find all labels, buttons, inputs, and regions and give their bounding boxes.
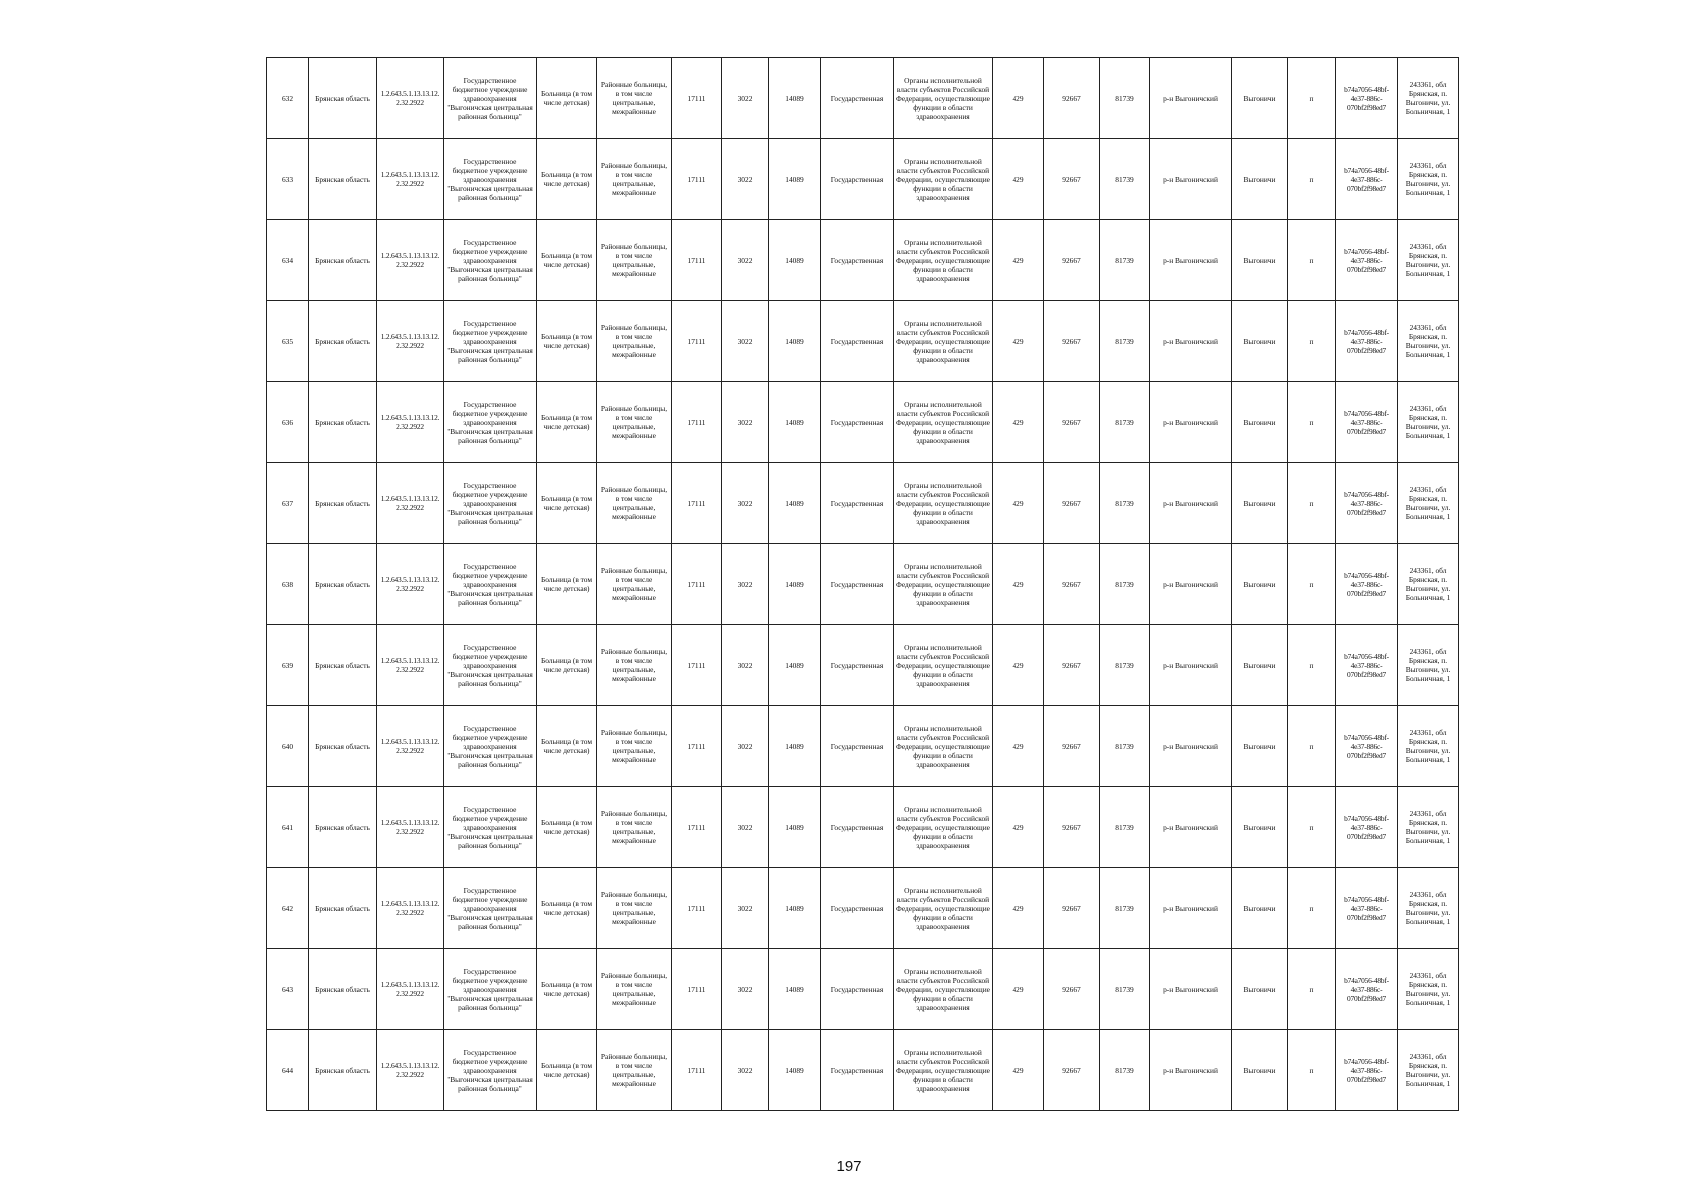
oid-code-cell: 1.2.643.5.1.13.13.12.2.32.2922 — [377, 58, 444, 139]
code-3-cell: 14089 — [769, 220, 821, 301]
code-5-cell: 92667 — [1044, 787, 1100, 868]
district-cell: р-н Выгоничский — [1150, 1030, 1232, 1111]
address-cell: 243361, обл Брянская, п. Выгоничи, ул. Больничная, 1 — [1398, 1030, 1459, 1111]
code-5-cell: 92667 — [1044, 625, 1100, 706]
organization-name-cell: Государственное бюджетное учреждение здравоохранения "Выгоничская центральная районная больница" — [444, 139, 537, 220]
locality-type-cell: п — [1288, 868, 1336, 949]
code-2-cell: 3022 — [722, 58, 769, 139]
locality-cell: Выгоничи — [1232, 301, 1288, 382]
code-4-cell: 429 — [993, 139, 1044, 220]
region-cell: Брянская область — [309, 58, 377, 139]
guid-cell: b74a7056-48bf-4e37-886c-070bf2f98ed7 — [1336, 58, 1398, 139]
locality-type-cell: п — [1288, 220, 1336, 301]
facility-subtype-cell: Районные больницы, в том числе центральные, межрайонные — [597, 139, 672, 220]
code-3-cell: 14089 — [769, 139, 821, 220]
organization-name-cell: Государственное бюджетное учреждение здравоохранения "Выгоничская центральная районная больница" — [444, 58, 537, 139]
ownership-cell: Государственная — [821, 220, 894, 301]
table-row — [267, 544, 1459, 625]
row-number: 640 — [267, 706, 309, 787]
row-number: 641 — [267, 787, 309, 868]
locality-cell: Выгоничи — [1232, 706, 1288, 787]
locality-cell: Выгоничи — [1232, 625, 1288, 706]
organization-name-cell: Государственное бюджетное учреждение здравоохранения "Выгоничская центральная районная больница" — [444, 868, 537, 949]
address-cell: 243361, обл Брянская, п. Выгоничи, ул. Больничная, 1 — [1398, 139, 1459, 220]
row-number: 644 — [267, 1030, 309, 1111]
oid-code-cell: 1.2.643.5.1.13.13.12.2.32.2922 — [377, 301, 444, 382]
district-cell: р-н Выгоничский — [1150, 139, 1232, 220]
locality-cell: Выгоничи — [1232, 463, 1288, 544]
ownership-cell: Государственная — [821, 139, 894, 220]
region-cell: Брянская область — [309, 625, 377, 706]
table-row — [267, 58, 1459, 139]
guid-cell: b74a7056-48bf-4e37-886c-070bf2f98ed7 — [1336, 301, 1398, 382]
code-5-cell: 92667 — [1044, 949, 1100, 1030]
facility-subtype-cell: Районные больницы, в том числе центральные, межрайонные — [597, 868, 672, 949]
code-3-cell: 14089 — [769, 868, 821, 949]
authority-cell: Органы исполнительной власти субъектов Российской Федерации, осуществляющие функции в области здравоохранения — [894, 301, 993, 382]
address-cell: 243361, обл Брянская, п. Выгоничи, ул. Больничная, 1 — [1398, 301, 1459, 382]
ownership-cell: Государственная — [821, 382, 894, 463]
oid-code-cell: 1.2.643.5.1.13.13.12.2.32.2922 — [377, 787, 444, 868]
oid-code-cell: 1.2.643.5.1.13.13.12.2.32.2922 — [377, 1030, 444, 1111]
guid-cell: b74a7056-48bf-4e37-886c-070bf2f98ed7 — [1336, 706, 1398, 787]
code-5-cell: 92667 — [1044, 382, 1100, 463]
organization-name-cell: Государственное бюджетное учреждение здравоохранения "Выгоничская центральная районная больница" — [444, 949, 537, 1030]
code-5-cell: 92667 — [1044, 868, 1100, 949]
facility-subtype-cell: Районные больницы, в том числе центральные, межрайонные — [597, 463, 672, 544]
code-3-cell: 14089 — [769, 949, 821, 1030]
locality-cell: Выгоничи — [1232, 787, 1288, 868]
locality-type-cell: п — [1288, 706, 1336, 787]
district-cell: р-н Выгоничский — [1150, 868, 1232, 949]
code-2-cell: 3022 — [722, 220, 769, 301]
ownership-cell: Государственная — [821, 868, 894, 949]
locality-type-cell: п — [1288, 787, 1336, 868]
address-cell: 243361, обл Брянская, п. Выгоничи, ул. Больничная, 1 — [1398, 58, 1459, 139]
row-number: 634 — [267, 220, 309, 301]
locality-cell: Выгоничи — [1232, 868, 1288, 949]
locality-type-cell: п — [1288, 949, 1336, 1030]
code-2-cell: 3022 — [722, 301, 769, 382]
organization-name-cell: Государственное бюджетное учреждение здравоохранения "Выгоничская центральная районная больница" — [444, 463, 537, 544]
guid-cell: b74a7056-48bf-4e37-886c-070bf2f98ed7 — [1336, 139, 1398, 220]
authority-cell: Органы исполнительной власти субъектов Российской Федерации, осуществляющие функции в области здравоохранения — [894, 463, 993, 544]
code-2-cell: 3022 — [722, 868, 769, 949]
locality-type-cell: п — [1288, 544, 1336, 625]
facility-type-cell: Больница (в том числе детская) — [537, 382, 597, 463]
facility-subtype-cell: Районные больницы, в том числе центральные, межрайонные — [597, 544, 672, 625]
code-2-cell: 3022 — [722, 139, 769, 220]
district-cell: р-н Выгоничский — [1150, 544, 1232, 625]
code-6-cell: 81739 — [1100, 706, 1150, 787]
authority-cell: Органы исполнительной власти субъектов Российской Федерации, осуществляющие функции в области здравоохранения — [894, 706, 993, 787]
code-1-cell: 17111 — [672, 139, 722, 220]
code-3-cell: 14089 — [769, 1030, 821, 1111]
row-number: 635 — [267, 301, 309, 382]
facility-type-cell: Больница (в том числе детская) — [537, 58, 597, 139]
row-number: 632 — [267, 58, 309, 139]
region-cell: Брянская область — [309, 382, 377, 463]
code-1-cell: 17111 — [672, 787, 722, 868]
guid-cell: b74a7056-48bf-4e37-886c-070bf2f98ed7 — [1336, 382, 1398, 463]
oid-code-cell: 1.2.643.5.1.13.13.12.2.32.2922 — [377, 625, 444, 706]
oid-code-cell: 1.2.643.5.1.13.13.12.2.32.2922 — [377, 382, 444, 463]
region-cell: Брянская область — [309, 139, 377, 220]
registry-rows — [267, 58, 1459, 1111]
facility-type-cell: Больница (в том числе детская) — [537, 1030, 597, 1111]
address-cell: 243361, обл Брянская, п. Выгоничи, ул. Больничная, 1 — [1398, 949, 1459, 1030]
district-cell: р-н Выгоничский — [1150, 706, 1232, 787]
address-cell: 243361, обл Брянская, п. Выгоничи, ул. Больничная, 1 — [1398, 625, 1459, 706]
guid-cell: b74a7056-48bf-4e37-886c-070bf2f98ed7 — [1336, 787, 1398, 868]
table-row — [267, 868, 1459, 949]
authority-cell: Органы исполнительной власти субъектов Российской Федерации, осуществляющие функции в области здравоохранения — [894, 949, 993, 1030]
address-cell: 243361, обл Брянская, п. Выгоничи, ул. Больничная, 1 — [1398, 544, 1459, 625]
authority-cell: Органы исполнительной власти субъектов Российской Федерации, осуществляющие функции в области здравоохранения — [894, 382, 993, 463]
code-5-cell: 92667 — [1044, 463, 1100, 544]
region-cell: Брянская область — [309, 463, 377, 544]
table-row — [267, 220, 1459, 301]
authority-cell: Органы исполнительной власти субъектов Российской Федерации, осуществляющие функции в области здравоохранения — [894, 625, 993, 706]
code-6-cell: 81739 — [1100, 625, 1150, 706]
code-6-cell: 81739 — [1100, 301, 1150, 382]
code-5-cell: 92667 — [1044, 706, 1100, 787]
facility-type-cell: Больница (в том числе детская) — [537, 220, 597, 301]
code-4-cell: 429 — [993, 787, 1044, 868]
locality-type-cell: п — [1288, 1030, 1336, 1111]
authority-cell: Органы исполнительной власти субъектов Российской Федерации, осуществляющие функции в области здравоохранения — [894, 220, 993, 301]
code-4-cell: 429 — [993, 625, 1044, 706]
region-cell: Брянская область — [309, 301, 377, 382]
table-row — [267, 787, 1459, 868]
guid-cell: b74a7056-48bf-4e37-886c-070bf2f98ed7 — [1336, 544, 1398, 625]
ownership-cell: Государственная — [821, 1030, 894, 1111]
table-row — [267, 463, 1459, 544]
region-cell: Брянская область — [309, 1030, 377, 1111]
ownership-cell: Государственная — [821, 58, 894, 139]
code-4-cell: 429 — [993, 463, 1044, 544]
code-3-cell: 14089 — [769, 382, 821, 463]
organization-name-cell: Государственное бюджетное учреждение здравоохранения "Выгоничская центральная районная больница" — [444, 787, 537, 868]
row-number: 638 — [267, 544, 309, 625]
code-3-cell: 14089 — [769, 58, 821, 139]
district-cell: р-н Выгоничский — [1150, 301, 1232, 382]
facility-subtype-cell: Районные больницы, в том числе центральные, межрайонные — [597, 706, 672, 787]
address-cell: 243361, обл Брянская, п. Выгоничи, ул. Больничная, 1 — [1398, 382, 1459, 463]
ownership-cell: Государственная — [821, 301, 894, 382]
guid-cell: b74a7056-48bf-4e37-886c-070bf2f98ed7 — [1336, 868, 1398, 949]
locality-type-cell: п — [1288, 463, 1336, 544]
facility-type-cell: Больница (в том числе детская) — [537, 625, 597, 706]
organization-name-cell: Государственное бюджетное учреждение здравоохранения "Выгоничская центральная районная больница" — [444, 706, 537, 787]
code-5-cell: 92667 — [1044, 1030, 1100, 1111]
organization-name-cell: Государственное бюджетное учреждение здравоохранения "Выгоничская центральная районная больница" — [444, 301, 537, 382]
facility-type-cell: Больница (в том числе детская) — [537, 949, 597, 1030]
code-2-cell: 3022 — [722, 544, 769, 625]
locality-type-cell: п — [1288, 625, 1336, 706]
code-3-cell: 14089 — [769, 787, 821, 868]
organization-name-cell: Государственное бюджетное учреждение здравоохранения "Выгоничская центральная районная больница" — [444, 382, 537, 463]
guid-cell: b74a7056-48bf-4e37-886c-070bf2f98ed7 — [1336, 463, 1398, 544]
facility-subtype-cell: Районные больницы, в том числе центральные, межрайонные — [597, 949, 672, 1030]
code-6-cell: 81739 — [1100, 544, 1150, 625]
code-2-cell: 3022 — [722, 787, 769, 868]
locality-cell: Выгоничи — [1232, 58, 1288, 139]
region-cell: Брянская область — [309, 949, 377, 1030]
address-cell: 243361, обл Брянская, п. Выгоничи, ул. Больничная, 1 — [1398, 787, 1459, 868]
guid-cell: b74a7056-48bf-4e37-886c-070bf2f98ed7 — [1336, 220, 1398, 301]
code-5-cell: 92667 — [1044, 301, 1100, 382]
code-6-cell: 81739 — [1100, 868, 1150, 949]
locality-cell: Выгоничи — [1232, 1030, 1288, 1111]
code-4-cell: 429 — [993, 1030, 1044, 1111]
address-cell: 243361, обл Брянская, п. Выгоничи, ул. Больничная, 1 — [1398, 868, 1459, 949]
ownership-cell: Государственная — [821, 787, 894, 868]
address-cell: 243361, обл Брянская, п. Выгоничи, ул. Больничная, 1 — [1398, 220, 1459, 301]
registry-table — [266, 57, 1459, 1111]
authority-cell: Органы исполнительной власти субъектов Российской Федерации, осуществляющие функции в области здравоохранения — [894, 1030, 993, 1111]
code-4-cell: 429 — [993, 382, 1044, 463]
guid-cell: b74a7056-48bf-4e37-886c-070bf2f98ed7 — [1336, 625, 1398, 706]
region-cell: Брянская область — [309, 706, 377, 787]
locality-cell: Выгоничи — [1232, 544, 1288, 625]
facility-subtype-cell: Районные больницы, в том числе центральные, межрайонные — [597, 625, 672, 706]
registry-sheet — [266, 57, 1459, 1111]
code-6-cell: 81739 — [1100, 787, 1150, 868]
facility-subtype-cell: Районные больницы, в том числе центральные, межрайонные — [597, 220, 672, 301]
region-cell: Брянская область — [309, 544, 377, 625]
district-cell: р-н Выгоничский — [1150, 625, 1232, 706]
oid-code-cell: 1.2.643.5.1.13.13.12.2.32.2922 — [377, 544, 444, 625]
facility-type-cell: Больница (в том числе детская) — [537, 706, 597, 787]
code-1-cell: 17111 — [672, 544, 722, 625]
oid-code-cell: 1.2.643.5.1.13.13.12.2.32.2922 — [377, 220, 444, 301]
code-6-cell: 81739 — [1100, 382, 1150, 463]
row-number: 637 — [267, 463, 309, 544]
code-3-cell: 14089 — [769, 301, 821, 382]
table-row — [267, 382, 1459, 463]
locality-type-cell: п — [1288, 301, 1336, 382]
code-2-cell: 3022 — [722, 949, 769, 1030]
ownership-cell: Государственная — [821, 625, 894, 706]
facility-subtype-cell: Районные больницы, в том числе центральные, межрайонные — [597, 301, 672, 382]
authority-cell: Органы исполнительной власти субъектов Российской Федерации, осуществляющие функции в области здравоохранения — [894, 868, 993, 949]
facility-type-cell: Больница (в том числе детская) — [537, 787, 597, 868]
row-number: 633 — [267, 139, 309, 220]
code-6-cell: 81739 — [1100, 463, 1150, 544]
district-cell: р-н Выгоничский — [1150, 220, 1232, 301]
organization-name-cell: Государственное бюджетное учреждение здравоохранения "Выгоничская центральная районная больница" — [444, 220, 537, 301]
row-number: 636 — [267, 382, 309, 463]
table-row — [267, 139, 1459, 220]
code-2-cell: 3022 — [722, 706, 769, 787]
code-6-cell: 81739 — [1100, 1030, 1150, 1111]
code-3-cell: 14089 — [769, 463, 821, 544]
row-number: 642 — [267, 868, 309, 949]
code-6-cell: 81739 — [1100, 58, 1150, 139]
district-cell: р-н Выгоничский — [1150, 463, 1232, 544]
row-number: 639 — [267, 625, 309, 706]
code-1-cell: 17111 — [672, 868, 722, 949]
authority-cell: Органы исполнительной власти субъектов Российской Федерации, осуществляющие функции в области здравоохранения — [894, 544, 993, 625]
ownership-cell: Государственная — [821, 706, 894, 787]
district-cell: р-н Выгоничский — [1150, 949, 1232, 1030]
authority-cell: Органы исполнительной власти субъектов Российской Федерации, осуществляющие функции в области здравоохранения — [894, 139, 993, 220]
locality-cell: Выгоничи — [1232, 220, 1288, 301]
locality-type-cell: п — [1288, 58, 1336, 139]
code-2-cell: 3022 — [722, 382, 769, 463]
code-6-cell: 81739 — [1100, 139, 1150, 220]
code-6-cell: 81739 — [1100, 220, 1150, 301]
code-2-cell: 3022 — [722, 625, 769, 706]
row-number: 643 — [267, 949, 309, 1030]
guid-cell: b74a7056-48bf-4e37-886c-070bf2f98ed7 — [1336, 1030, 1398, 1111]
code-1-cell: 17111 — [672, 463, 722, 544]
district-cell: р-н Выгоничский — [1150, 382, 1232, 463]
code-1-cell: 17111 — [672, 706, 722, 787]
page-number: 197 — [836, 1158, 862, 1175]
code-4-cell: 429 — [993, 949, 1044, 1030]
region-cell: Брянская область — [309, 868, 377, 949]
ownership-cell: Государственная — [821, 544, 894, 625]
facility-subtype-cell: Районные больницы, в том числе центральные, межрайонные — [597, 787, 672, 868]
code-1-cell: 17111 — [672, 382, 722, 463]
oid-code-cell: 1.2.643.5.1.13.13.12.2.32.2922 — [377, 139, 444, 220]
code-1-cell: 17111 — [672, 625, 722, 706]
facility-subtype-cell: Районные больницы, в том числе центральные, межрайонные — [597, 1030, 672, 1111]
facility-type-cell: Больница (в том числе детская) — [537, 301, 597, 382]
code-4-cell: 429 — [993, 58, 1044, 139]
table-row — [267, 1030, 1459, 1111]
code-4-cell: 429 — [993, 220, 1044, 301]
code-4-cell: 429 — [993, 301, 1044, 382]
code-1-cell: 17111 — [672, 1030, 722, 1111]
organization-name-cell: Государственное бюджетное учреждение здравоохранения "Выгоничская центральная районная больница" — [444, 1030, 537, 1111]
table-row — [267, 301, 1459, 382]
table-row — [267, 625, 1459, 706]
facility-subtype-cell: Районные больницы, в том числе центральные, межрайонные — [597, 382, 672, 463]
code-1-cell: 17111 — [672, 58, 722, 139]
ownership-cell: Государственная — [821, 463, 894, 544]
address-cell: 243361, обл Брянская, п. Выгоничи, ул. Больничная, 1 — [1398, 706, 1459, 787]
table-row — [267, 706, 1459, 787]
code-5-cell: 92667 — [1044, 544, 1100, 625]
oid-code-cell: 1.2.643.5.1.13.13.12.2.32.2922 — [377, 949, 444, 1030]
region-cell: Брянская область — [309, 787, 377, 868]
locality-type-cell: п — [1288, 382, 1336, 463]
ownership-cell: Государственная — [821, 949, 894, 1030]
region-cell: Брянская область — [309, 220, 377, 301]
guid-cell: b74a7056-48bf-4e37-886c-070bf2f98ed7 — [1336, 949, 1398, 1030]
code-2-cell: 3022 — [722, 1030, 769, 1111]
district-cell: р-н Выгоничский — [1150, 58, 1232, 139]
table-row — [267, 949, 1459, 1030]
locality-cell: Выгоничи — [1232, 949, 1288, 1030]
code-4-cell: 429 — [993, 544, 1044, 625]
oid-code-cell: 1.2.643.5.1.13.13.12.2.32.2922 — [377, 868, 444, 949]
oid-code-cell: 1.2.643.5.1.13.13.12.2.32.2922 — [377, 463, 444, 544]
facility-type-cell: Больница (в том числе детская) — [537, 868, 597, 949]
code-6-cell: 81739 — [1100, 949, 1150, 1030]
facility-subtype-cell: Районные больницы, в том числе центральные, межрайонные — [597, 58, 672, 139]
oid-code-cell: 1.2.643.5.1.13.13.12.2.32.2922 — [377, 706, 444, 787]
code-1-cell: 17111 — [672, 949, 722, 1030]
authority-cell: Органы исполнительной власти субъектов Российской Федерации, осуществляющие функции в области здравоохранения — [894, 787, 993, 868]
code-3-cell: 14089 — [769, 706, 821, 787]
code-3-cell: 14089 — [769, 625, 821, 706]
authority-cell: Органы исполнительной власти субъектов Российской Федерации, осуществляющие функции в области здравоохранения — [894, 58, 993, 139]
code-1-cell: 17111 — [672, 220, 722, 301]
locality-type-cell: п — [1288, 139, 1336, 220]
facility-type-cell: Больница (в том числе детская) — [537, 463, 597, 544]
code-1-cell: 17111 — [672, 301, 722, 382]
organization-name-cell: Государственное бюджетное учреждение здравоохранения "Выгоничская центральная районная больница" — [444, 544, 537, 625]
code-5-cell: 92667 — [1044, 139, 1100, 220]
code-2-cell: 3022 — [722, 463, 769, 544]
code-5-cell: 92667 — [1044, 220, 1100, 301]
code-5-cell: 92667 — [1044, 58, 1100, 139]
district-cell: р-н Выгоничский — [1150, 787, 1232, 868]
facility-type-cell: Больница (в том числе детская) — [537, 139, 597, 220]
locality-cell: Выгоничи — [1232, 382, 1288, 463]
organization-name-cell: Государственное бюджетное учреждение здравоохранения "Выгоничская центральная районная больница" — [444, 625, 537, 706]
code-4-cell: 429 — [993, 706, 1044, 787]
locality-cell: Выгоничи — [1232, 139, 1288, 220]
facility-type-cell: Больница (в том числе детская) — [537, 544, 597, 625]
code-4-cell: 429 — [993, 868, 1044, 949]
code-3-cell: 14089 — [769, 544, 821, 625]
address-cell: 243361, обл Брянская, п. Выгоничи, ул. Больничная, 1 — [1398, 463, 1459, 544]
